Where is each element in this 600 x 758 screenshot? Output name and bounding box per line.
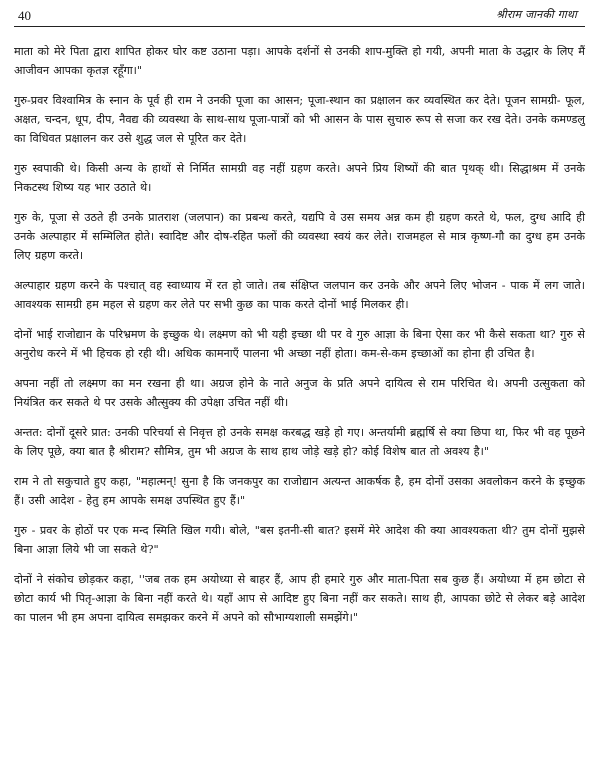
page-number: 40 <box>18 8 31 23</box>
page-header <box>14 0 585 27</box>
paragraph-1: माता को मेरे पिता द्वारा शापित होकर घोर कष्ट उठाना पड़ा। आपके दर्शनों से उनकी शाप-मुक्ति हो गयी, अपनी माता के उद्धार के लिए मैं आजीवन आपका कृतज्ञ रहूँगा।" <box>14 45 585 77</box>
paragraph-7: अपना नहीं तो लक्ष्मण का मन रखना ही था। अग्रज होने के नाते अनुज के प्रति अपने दायित्व से राम परिचित थे। अपनी उत्सुकता को नियंत्रित कर सकते थे पर उसके औत्सुक्य की उपेक्षा उचित नहीं थी। <box>14 377 585 409</box>
running-title: श्रीराम जानकी गाथा <box>496 8 577 21</box>
page-body <box>14 27 585 627</box>
paragraph-9: राम ने तो सकुचाते हुए कहा, "महात्मन्! सुना है कि जनकपुर का राजोद्यान अत्यन्त आकर्षक है, हम दोनों उसका अवलोकन करने के इच्छुक हैं। उसी आदेश - हेतु हम आपके समक्ष उपस्थित हुए हैं।" <box>14 475 585 507</box>
paragraph-6: दोनों भाई राजोद्यान के परिभ्रमण के इच्छुक थे। लक्ष्मण को भी यही इच्छा थी पर वे गुरु आज्ञा के बिना ऐसा कर भी कैसे सकता था? गुरु से अनुरोध करने में भी हिचक हो रही थी। अधिक कामनाएँ पालना भी अच्छा नहीं होता। कम-से-कम इच्छाओं का होना ही उचित है। <box>14 328 585 360</box>
paragraph-2: गुरु-प्रवर विश्वामित्र के स्नान के पूर्व ही राम ने उनकी पूजा का आसन; पूजा-स्थान का प्रक्षालन कर व्यवस्थित कर देते। पूजन सामग्री- फूल, अक्षत, चन्दन, धूप, दीप, नैवद्य की व्यवस्था के साथ-साथ पूजा-पात्रों को भी आसन के पास सुचारु रूप से सजा कर रख देते। उनके कमण्डलु का विधिवत प्रक्षालन कर उसे शुद्ध जल से पूरित कर देते। <box>14 94 585 145</box>
paragraph-4: गुरु के, पूजा से उठते ही उनके प्रातराश (जलपान) का प्रबन्ध करते, यद्यपि वे उस समय अन्न कम ही ग्रहण करते थे, फल, दुग्ध आदि ही उनके अल्पाहार में सम्मिलित होते। स्वादिष्ट और दोष-रहित फलों की व्यवस्था स्वयं कर लेते। राजमहल से मात्र कृष्ण-गौ का दुग्ध हम उनके लिए ग्रहण करते। <box>14 211 585 262</box>
paragraph-11: दोनों ने संकोच छोड़कर कहा, ''जब तक हम अयोध्या से बाहर हैं, आप ही हमारे गुरु और माता-पिता सब कुछ हैं। अयोध्या में हम छोटा से छोटा कार्य भी पितृ-आज्ञा के बिना नहीं करते थे। यहाँ आप से आदिष्ट हुए बिना नहीं कर सकते। साथ ही, आपका छोटे से लेकर बड़े आदेश का पालन भी हम अपना दायित्व समझकर करने में अपने को सौभाग्यशाली समझेंगे।" <box>14 573 585 624</box>
paragraph-5: अल्पाहार ग्रहण करने के पश्चात् वह स्वाध्याय में रत हो जाते। तब संक्षिप्त जलपान कर उनके और अपने लिए भोजन - पाक में लग जाते। आवश्यक सामग्री हम महल से ग्रहण कर लेते पर सभी कुछ का पाक करते दोनों भाई मिलकर ही। <box>14 279 585 311</box>
paragraph-3: गुरु स्वपाकी थे। किसी अन्य के हाथों से निर्मित सामग्री वह नहीं ग्रहण करते। अपने प्रिय शिष्यों की बात पृथक् थी। सिद्धाश्रम में उनके निकटस्थ शिष्य यह भार उठाते थे। <box>14 162 585 194</box>
paragraph-8: अन्तत: दोनों दूसरे प्रात: उनकी परिचर्या से निवृत्त हो उनके समक्ष करबद्ध खड़े हो गए। अन्तर्यामी ब्रह्मर्षि से क्या छिपा था, फिर भी वह पूछने के लिए पूछे, क्या बात है श्रीराम? सौमित्र, तुम भी अग्रज के साथ हाथ जोड़े खड़े हो? कोई विशेष बात तो अवश्य है।" <box>14 426 585 458</box>
paragraph-10: गुरु - प्रवर के होठों पर एक मन्द स्मिति खिल गयी। बोले, "बस इतनी-सी बात? इसमें मेरे आदेश की क्या आवश्यकता थी? तुम दोनों मुझसे बिना आज्ञा लिये भी जा सकते थे?" <box>14 524 585 556</box>
